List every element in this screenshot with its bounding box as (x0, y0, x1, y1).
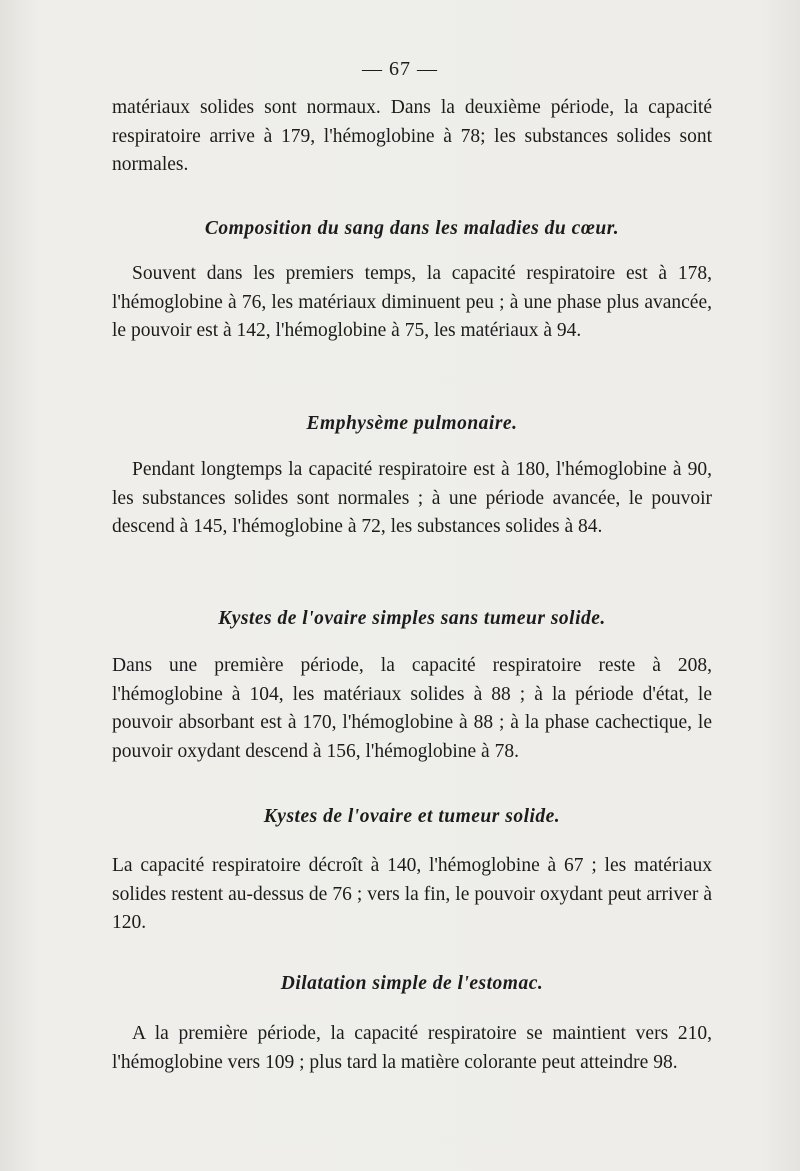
heading-stomach-dilatation: Dilatation simple de l'estomac. (280, 973, 544, 994)
heading-ovarian-cysts-tumor: Kystes de l'ovaire et tumeur solide. (263, 806, 561, 827)
heading-emphysema: Emphysème pulmonaire. (306, 413, 518, 434)
paragraph-stomach-dilatation: A la première période, la capacité respiratoire se maintient vers 210, l'hémoglobine vers 109 ; plus tard la matière colorante peut atteindre 98. (112, 1023, 712, 1073)
paragraph-emphysema: Pendant longtemps la capacité respiratoire est à 180, l'hémoglobine à 90, les substances solides sont normales ; à une période avancée, le pouvoir descend à 145, l'hémoglobine à 72, les substances solides à 84. (112, 459, 712, 537)
paragraph-ovarian-cysts-tumor: La capacité respiratoire décroît à 140, l'hémoglobine à 67 ; les matériaux solides restent au-dessus de 76 ; vers la fin, le pouvoir oxydant peut arriver à 120. (112, 855, 712, 933)
heading-heart-disease: Composition du sang dans les maladies du cœur. (204, 218, 620, 239)
paragraph-continuation: matériaux solides sont normaux. Dans la deuxième période, la capacité respiratoire arrive à 179, l'hémoglobine à 78; les substances solides sont normales. (112, 97, 712, 175)
paragraph-heart-disease: Souvent dans les premiers temps, la capacité respiratoire est à 178, l'hémoglobine à 76, les matériaux diminuent peu ; à une phase plus avancée, le pouvoir est à 142, l'hémoglobine à 75, les matériaux à 94. (112, 263, 712, 341)
heading-ovarian-cysts-simple: Kystes de l'ovaire simples sans tumeur solide. (218, 608, 606, 629)
page-number: — 67 — (362, 58, 438, 80)
paragraph-ovarian-cysts-simple: Dans une première période, la capacité respiratoire reste à 208, l'hémoglobine à 104, les matériaux solides à 88 ; à la période d'état, le pouvoir absorbant est à 170, l'hémoglobine à 88 ; à la phase cachectique, le pouvoir oxydant descend à 156, l'hémoglobine à 78. (112, 655, 712, 762)
